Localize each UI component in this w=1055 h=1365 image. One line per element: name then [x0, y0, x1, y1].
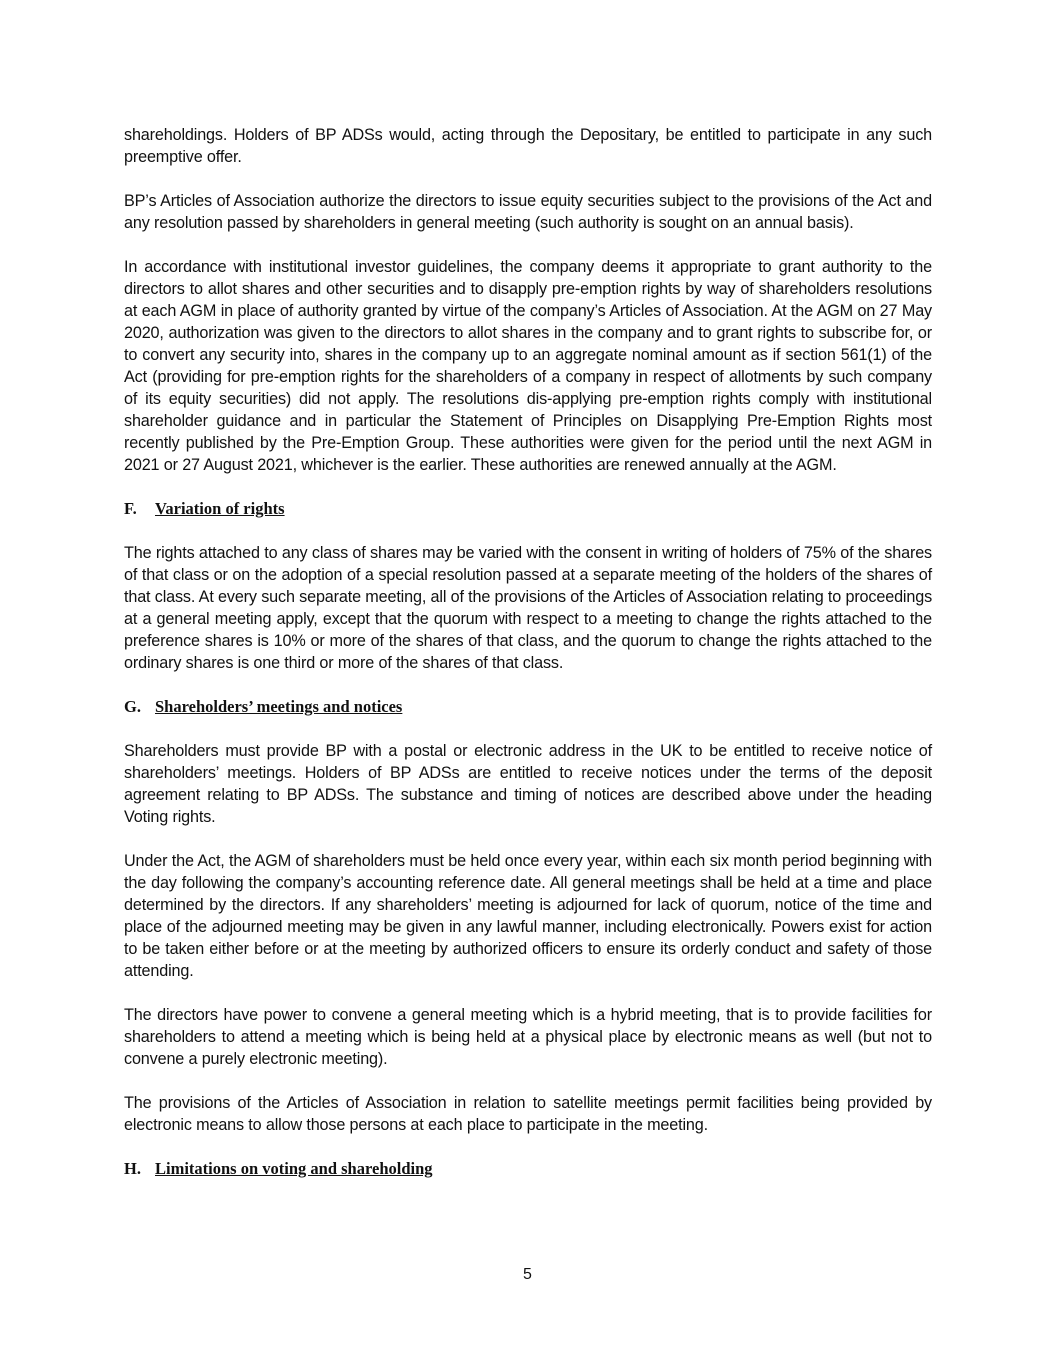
paragraph-satellite-meetings: The provisions of the Articles of Association in relation to satellite meetings permit facilities being provided by electronic means to allow those persons at each place to participate in the meeting. — [124, 1094, 932, 1134]
paragraph-institutional-guidelines: In accordance with institutional investor guidelines, the company deems it appropriate to grant authority to the directors to allot shares and other securities and to disapply pre-emption rights by way of shareholders resolutions at each AGM in place of authority granted by virtue of the company’s Articles of Association. At the AGM on 27 May 2020, authorization was given to the directors to allot shares in the company and to grant rights to subscribe for, or to convert any security into, shares in the company up to an aggregate nominal amount as if section 561(1) of the Act (providing for pre-emption rights for the shareholders of a company in respect of allotments by such company of its equity securities) did not apply. The resolutions dis-applying pre-emption rights comply with institutional shareholder guidance and in particular the Statement of Principles on Disapplying Pre-Emption Rights most recently published by the Pre-Emption Group. These authorities were given for the period until the next AGM in 2021 or 27 August 2021, whichever is the earlier. These authorities are renewed annually at the AGM. — [124, 258, 932, 474]
paragraph-notice-address: Shareholders must provide BP with a postal or electronic address in the UK to be entitled to receive notice of shareholders’ meetings. Holders of BP ADSs are entitled to receive notices under the terms of the deposit agreement relating to BP ADSs. The substance and timing of notices are described above under the heading Voting rights. — [124, 742, 932, 826]
page-number: 5 — [523, 1266, 532, 1283]
paragraph-hybrid-meeting: The directors have power to convene a general meeting which is a hybrid meeting, that is to provide facilities for shareholders to attend a meeting which is being held at a physical place by electronic means as well (but not to convene a purely electronic meeting). — [124, 1006, 932, 1068]
section-title: Limitations on voting and shareholding — [155, 1159, 433, 1178]
paragraph-variation-of-rights: The rights attached to any class of shares may be varied with the consent in writing of holders of 75% of the shares of that class or on the adoption of a special resolution passed at a separate meeting of the holders of the shares of that class. At every such separate meeting, all of the provisions of the Articles of Association relating to proceedings at a general meeting apply, except that the quorum with respect to a meeting to change the rights attached to the preference shares is 10% or more of the shares of that class, and the quorum to change the rights attached to the ordinary shares is one third or more of the shares of that class. — [124, 544, 933, 672]
section-title: Shareholders’ meetings and notices — [155, 697, 403, 716]
document-page — [124, 124, 932, 1202]
section-heading-variation-of-rights — [124, 498, 932, 520]
section-letter: F. — [124, 499, 137, 518]
section-letter: G. — [124, 697, 141, 716]
paragraph-articles-authorize: BP’s Articles of Association authorize the directors to issue equity securities subject to the provisions of the Act and any resolution passed by shareholders in general meeting (such authority is sought on an annual basis). — [124, 192, 932, 232]
paragraph-preemptive-offer: shareholdings. Holders of BP ADSs would, acting through the Depositary, be entitled to participate in any such preemptive offer. — [124, 126, 932, 166]
section-heading-meetings-and-notices — [124, 696, 932, 718]
section-letter: H. — [124, 1159, 141, 1178]
paragraph-agm-held: Under the Act, the AGM of shareholders must be held once every year, within each six month period beginning with the day following the company’s accounting reference date. All general meetings shall be held at a time and place determined by the directors. If any shareholders’ meeting is adjourned for lack of quorum, notice of the time and place of the adjourned meeting may be given in any lawful manner, including electronically. Powers exist for action to be taken either before or at the meeting by authorized officers to ensure its orderly conduct and safety of those attending. — [124, 852, 932, 980]
section-title: Variation of rights — [155, 499, 285, 518]
section-heading-limitations-on-voting — [124, 1158, 932, 1180]
